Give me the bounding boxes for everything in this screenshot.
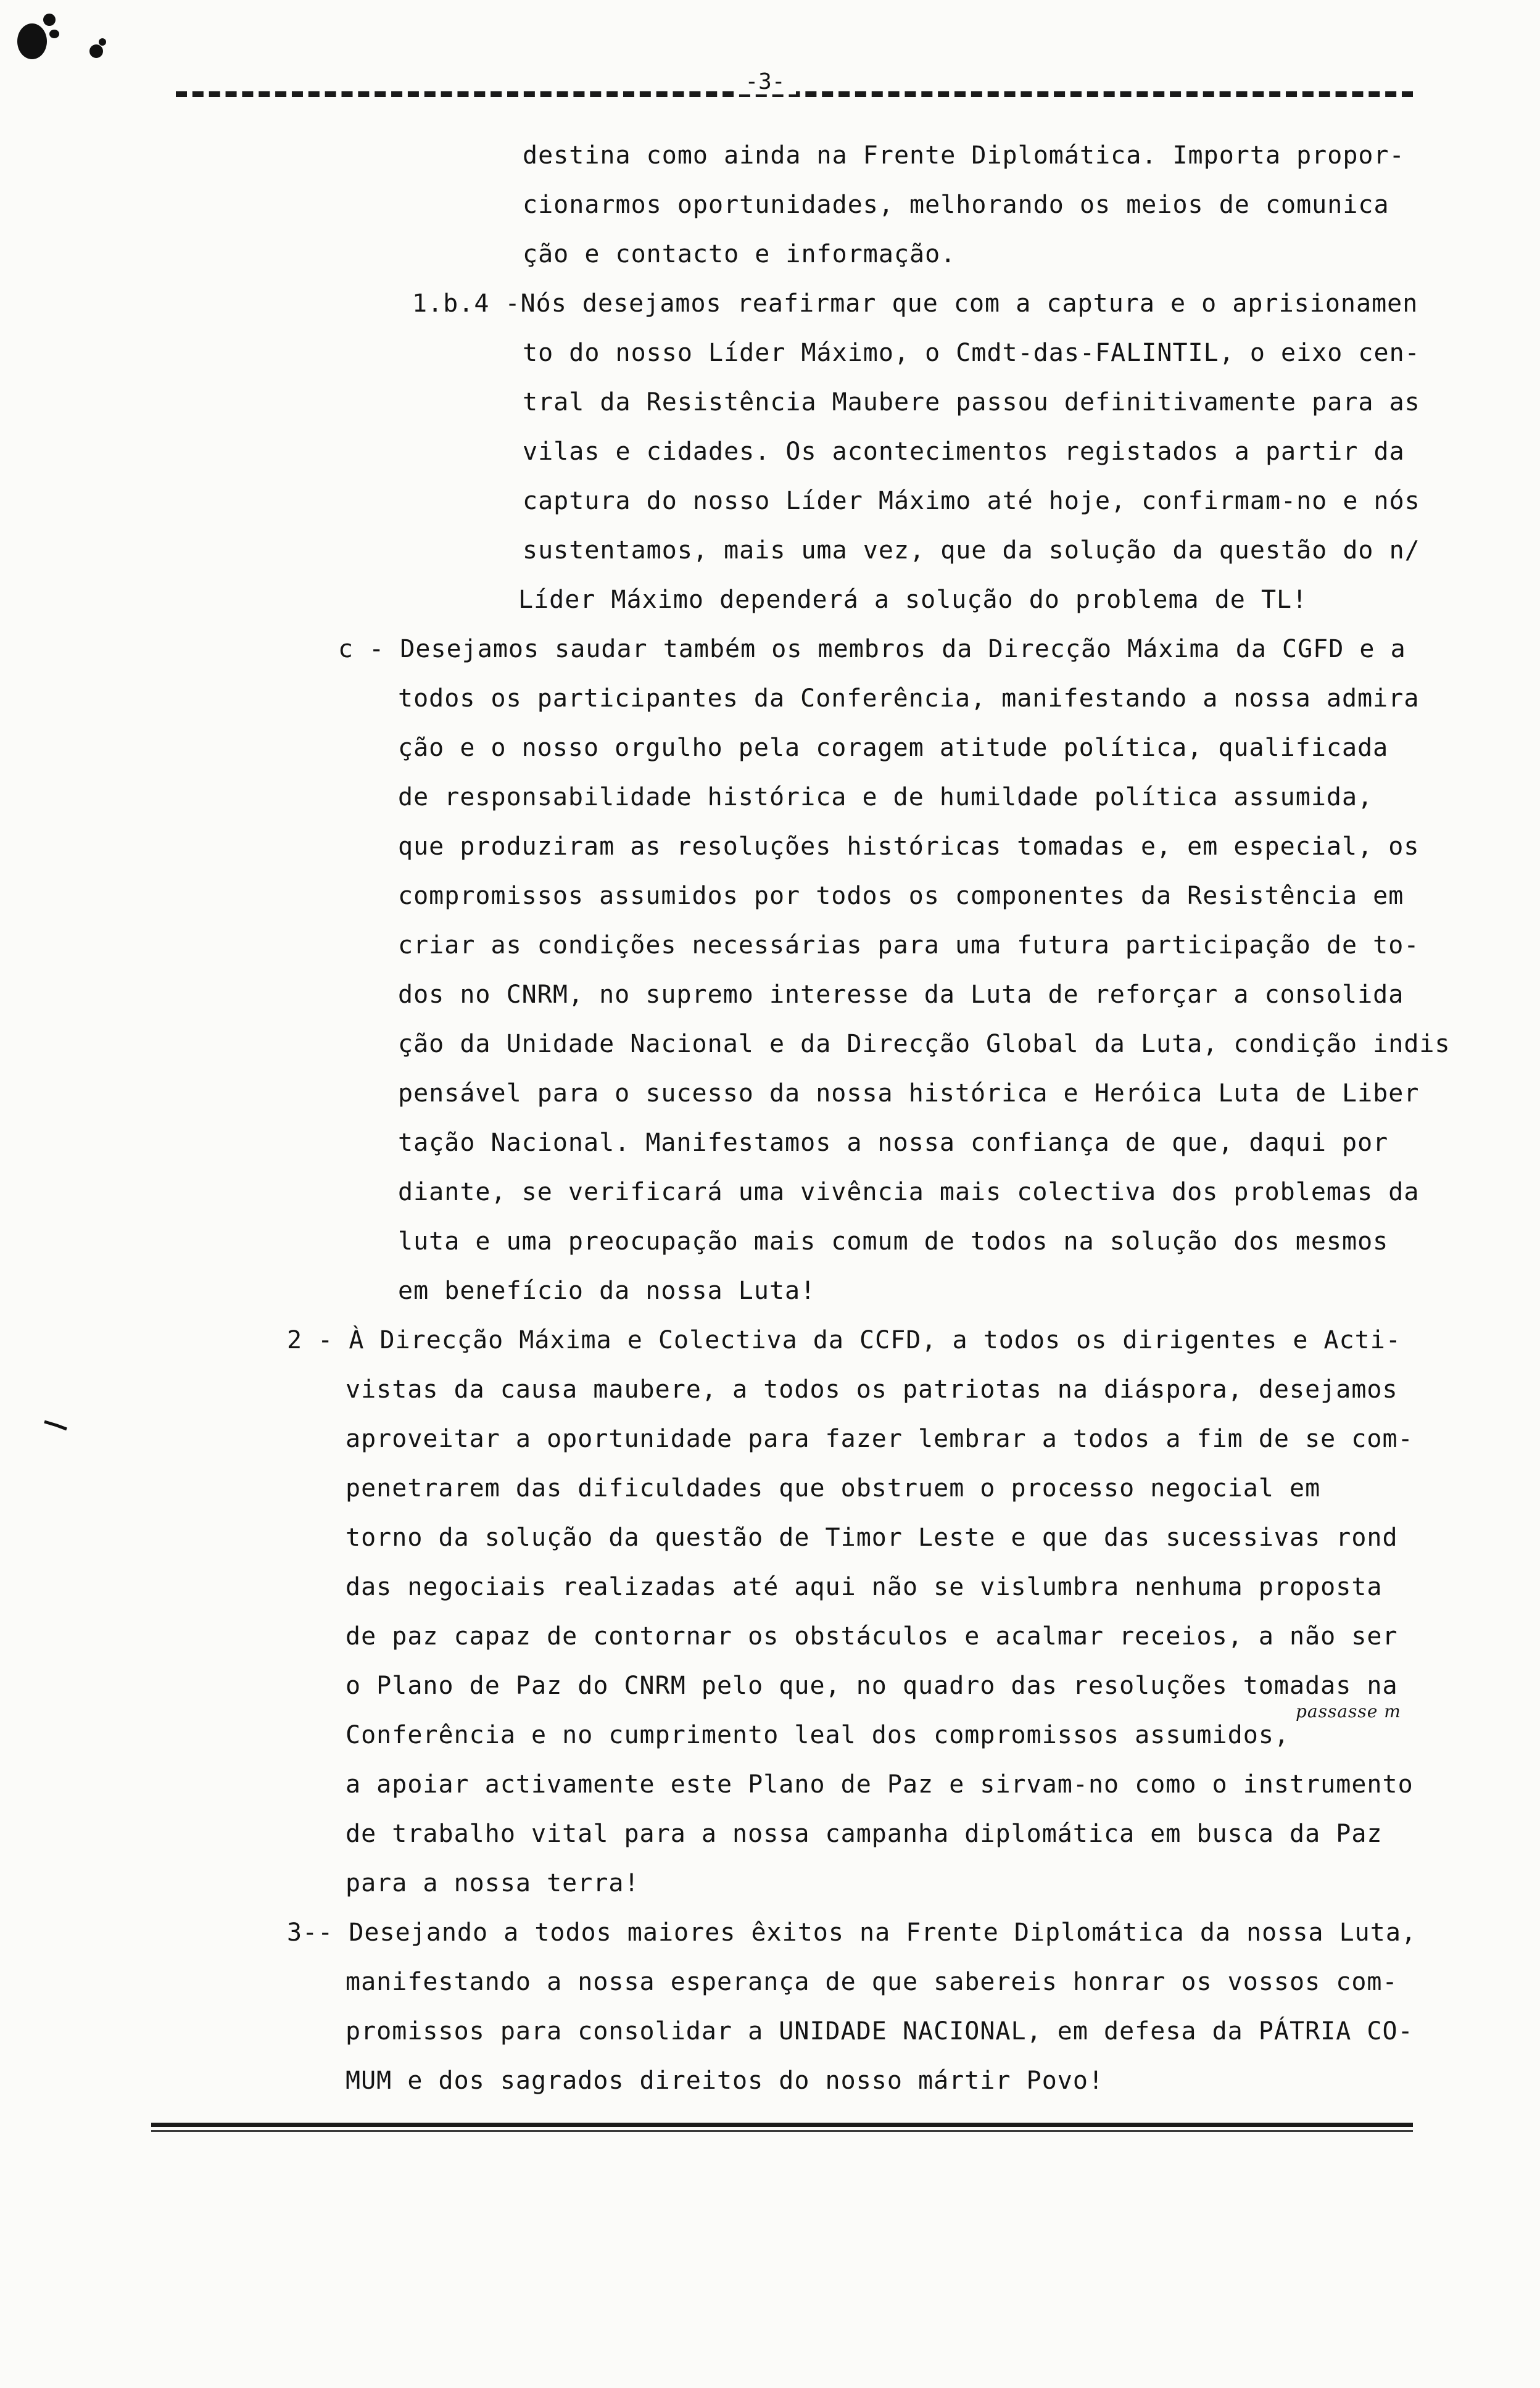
text-line: que produziram as resoluções históricas tomadas e, em especial, os <box>398 832 1420 861</box>
text-line: o Plano de Paz do CNRM pelo que, no quadro das resoluções tomadas na <box>346 1672 1398 1700</box>
text-line: a apoiar activamente este Plano de Paz e sirvam-no como o instrumento <box>346 1770 1414 1799</box>
text-line: 2 - À Direcção Máxima e Colectiva da CCFD, a todos os dirigentes e Acti- <box>287 1326 1401 1354</box>
text-line: 3-- Desejando a todos maiores êxitos na Frente Diplomática da nossa Luta, <box>287 1918 1417 1947</box>
text-line: das negociais realizadas até aqui não se vislumbra nenhuma proposta <box>346 1573 1383 1601</box>
text-line: penetrarem das dificuldades que obstruem o processo negocial em <box>346 1474 1321 1503</box>
text-line: tação Nacional. Manifestamos a nossa confiança de que, daqui por <box>398 1129 1389 1157</box>
text-line: de responsabilidade histórica e de humildade política assumida, <box>398 783 1373 811</box>
bottom-rule-thin <box>151 2130 1413 2132</box>
ink-blot <box>49 30 59 38</box>
text-line: aproveitar a oportunidade para fazer lembrar a todos a fim de se com- <box>346 1425 1414 1453</box>
text-line: to do nosso Líder Máximo, o Cmdt-das-FALINTIL, o eixo cen- <box>523 339 1420 367</box>
margin-mark-icon <box>43 1419 68 1432</box>
page-number: -3- <box>734 69 796 94</box>
text-line: cionarmos oportunidades, melhorando os meios de comunica <box>523 191 1389 219</box>
text-line: para a nossa terra! <box>346 1869 640 1897</box>
text-line: de trabalho vital para a nossa campanha diplomática em busca da Paz <box>346 1820 1383 1848</box>
text-line: compromissos assumidos por todos os componentes da Resistência em <box>398 882 1404 910</box>
text-line: captura do nosso Líder Máximo até hoje, confirmam-no e nós <box>523 487 1420 515</box>
handwritten-annotation: passasse m <box>1296 1701 1401 1722</box>
text-line: vistas da causa maubere, a todos os patriotas na diáspora, desejamos <box>346 1375 1398 1404</box>
ink-blot <box>17 23 47 59</box>
text-line: de paz capaz de contornar os obstáculos e acalmar receios, a não ser <box>346 1622 1398 1651</box>
text-line: 1.b.4 -Nós desejamos reafirmar que com a captura e o aprisionamen <box>412 289 1418 318</box>
text-line: Conferência e no cumprimento leal dos compromissos assumidos, <box>346 1721 1290 1749</box>
bottom-rule <box>151 2123 1413 2127</box>
text-line: ção e contacto e informação. <box>523 240 956 268</box>
text-line: dos no CNRM, no supremo interesse da Luta de reforçar a consolida <box>398 980 1404 1009</box>
text-line: sustentamos, mais uma vez, que da solução da questão do n/ <box>523 536 1420 565</box>
text-line: Líder Máximo dependerá a solução do problema de TL! <box>518 586 1308 614</box>
text-line: manifestando a nossa esperança de que sabereis honrar os vossos com- <box>346 1968 1398 1996</box>
text-line: pensável para o sucesso da nossa histórica e Heróica Luta de Liber <box>398 1079 1420 1108</box>
text-line: promissos para consolidar a UNIDADE NACIONAL, em defesa da PÁTRIA CO- <box>346 2017 1414 2046</box>
text-line: luta e uma preocupação mais comum de todos na solução dos mesmos <box>398 1227 1389 1256</box>
text-line: destina como ainda na Frente Diplomática. Importa propor- <box>523 141 1405 170</box>
text-line: em benefício da nossa Luta! <box>398 1277 816 1305</box>
text-line: c - Desejamos saudar também os membros da Direcção Máxima da CGFD e a <box>338 635 1406 663</box>
text-line: ção da Unidade Nacional e da Direcção Global da Luta, condição indis <box>398 1030 1451 1058</box>
text-line: MUM e dos sagrados direitos do nosso mártir Povo! <box>346 2067 1104 2095</box>
text-line: vilas e cidades. Os acontecimentos registados a partir da <box>523 437 1405 466</box>
text-line: todos os participantes da Conferência, manifestando a nossa admira <box>398 684 1420 713</box>
text-line: tral da Resistência Maubere passou definitivamente para as <box>523 388 1420 417</box>
ink-blot <box>99 38 106 46</box>
text-line: diante, se verificará uma vivência mais colectiva dos problemas da <box>398 1178 1420 1206</box>
text-line: criar as condições necessárias para uma futura participação de to- <box>398 931 1420 960</box>
ink-blot <box>89 44 103 58</box>
text-line: ção e o nosso orgulho pela coragem atitude política, qualificada <box>398 734 1389 762</box>
text-line: torno da solução da questão de Timor Leste e que das sucessivas rond <box>346 1524 1398 1552</box>
ink-blot <box>43 14 56 26</box>
